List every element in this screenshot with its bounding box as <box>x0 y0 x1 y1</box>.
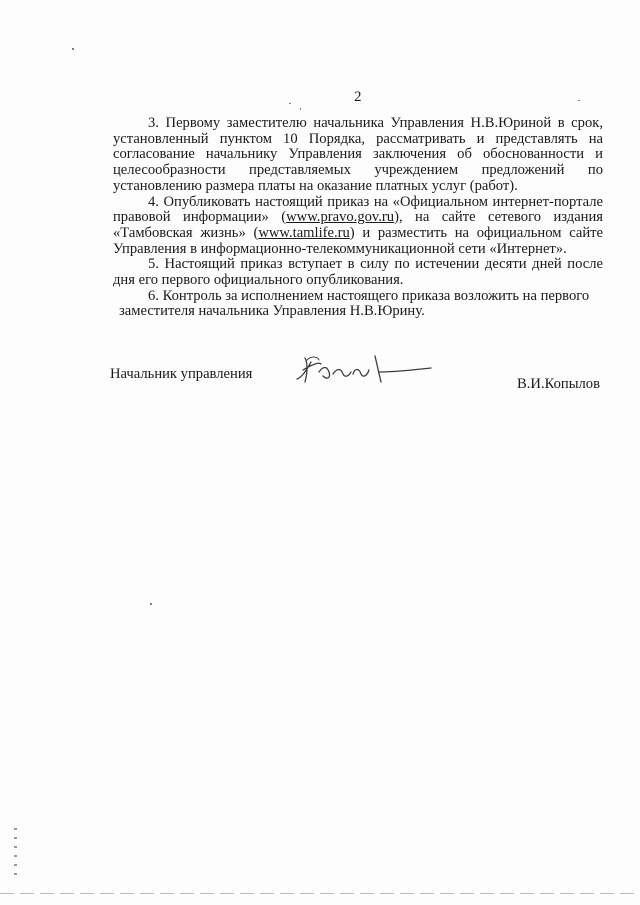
scan-bottom-line <box>0 893 640 894</box>
paragraph-item-4-text-a: 4. Опубликовать настоящий приказ на «Официальном интернет-портале правовой информации» ( <box>113 193 603 226</box>
paragraph-item-4-text-b: ), на сайте сетевого издания «Тамбовская жизнь» ( <box>113 209 604 241</box>
pravo-link[interactable]: www.pravo.gov.ru <box>286 209 395 226</box>
paragraph-item-6-line2: заместителя начальника Управления Н.В.Юрину. <box>119 303 425 320</box>
signatory-name: В.И.Копылов <box>517 376 600 392</box>
paragraph-item-4-text-c: ) и разместить на официальном сайте Управления в информационно-телекоммуникационной сети «Интернет». <box>113 224 603 257</box>
scan-speck <box>289 103 291 104</box>
paragraph-item-5: 5. Настоящий приказ вступает в силу по истечении десяти дней после дня его первого официального опубликования. <box>113 256 603 289</box>
paragraph-item-4 <box>113 195 603 258</box>
scan-speck <box>150 603 152 605</box>
tamlife-link[interactable]: www.tamlife.ru <box>258 224 350 241</box>
paragraph-item-6-line1: 6. Контроль за исполнением настоящего приказа возложить на первого <box>148 287 590 304</box>
scan-margin-dots <box>14 828 17 878</box>
paragraph-item-3: 3. Первому заместителю начальника Управления Н.В.Юриной в срок, установленный пунктом 10 Порядка, рассматривать и представлять на согласование начальнику Управления заключения об обоснованности и целесообразности представляемых учреждением предложений по установлению размера платы на оказание платных услуг (работ). <box>113 115 603 194</box>
handwritten-signature-icon <box>293 352 433 388</box>
document-body <box>113 116 603 320</box>
signatory-title: Начальник управления <box>110 366 253 382</box>
paragraph-item-6 <box>113 289 603 320</box>
scan-speck <box>300 108 301 110</box>
page-number: 2 <box>354 89 362 105</box>
scan-speck <box>72 48 74 50</box>
signature-block <box>110 358 600 398</box>
scan-speck <box>578 100 580 101</box>
